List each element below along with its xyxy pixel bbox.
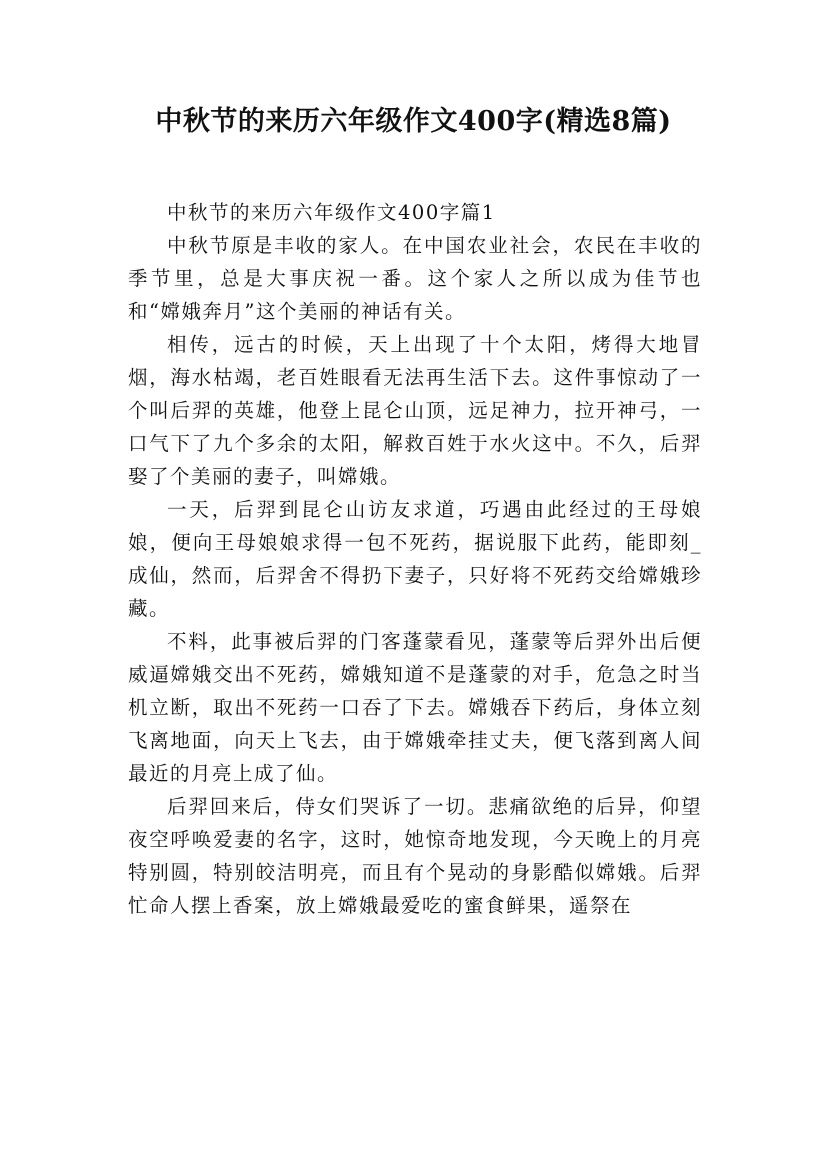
paragraph-1: 中秋节原是丰收的家人。在中国农业社会，农民在丰收的季节里，总是大事庆祝一番。这个家人之所以成为佳节也和“嫦娥奔月”这个美丽的神话有关。 [128, 234, 702, 323]
paragraph-4: 不料，此事被后羿的门客蓬蒙看见，蓬蒙等后羿外出后便威逼嫦娥交出不死药，嫦娥知道不是蓬蒙的对手，危急之时当机立断，取出不死药一口吞了下去。嫦娥吞下药后，身体立刻飞离地面，向天上飞去，由于嫦娥牵挂丈夫，便飞落到离人间最近的月亮上成了仙。 [128, 630, 702, 785]
paragraph-3: 一天，后羿到昆仑山访友求道，巧遇由此经过的王母娘娘，便向王母娘娘求得一包不死药，据说服下此药，能即刻_成仙，然而，后羿舍不得扔下妻子，只好将不死药交给嫦娥珍藏。 [128, 498, 702, 620]
document-body [128, 196, 702, 922]
document-title: 中秋节的来历六年级作文400字(精选8篇) [155, 106, 672, 137]
paragraph-5: 后羿回来后，侍女们哭诉了一切。悲痛欲绝的后异，仰望夜空呼唤爱妻的名字，这时，她惊奇地发现，今天晚上的月亮特别圆，特别皎洁明亮，而且有个晃动的身影酷似嫦娥。后羿忙命人摆上香案，放上嫦娥最爱吃的蜜食鲜果，遥祭在 [128, 795, 702, 917]
section-heading: 中秋节的来历六年级作文400字篇1 [167, 201, 496, 224]
paragraph-2: 相传，远古的时候，天上出现了十个太阳，烤得大地冒烟，海水枯竭，老百姓眼看无法再生活下去。这件事惊动了一个叫后羿的英雄，他登上昆仑山顶，远足神力，拉开神弓，一口气下了九个多余的太阳，解救百姓于水火这中。不久，后羿娶了个美丽的妻子，叫嫦娥。 [128, 333, 702, 488]
